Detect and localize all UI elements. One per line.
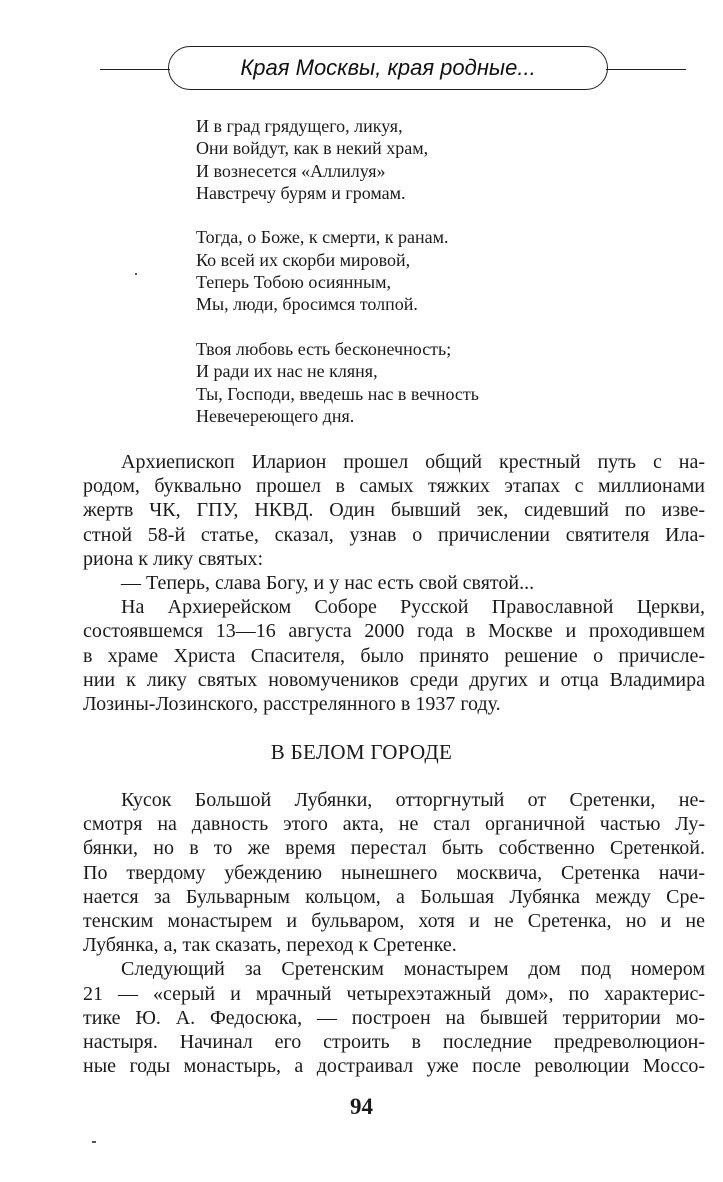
scan-speck (135, 273, 137, 275)
text-line: ные годы монастырь, а достраивал уже после революции Моссо- (83, 1055, 705, 1078)
poem-line: Ко всей их скорби мировой, (196, 249, 411, 270)
text-line: настыря. Начинал его строить в последние предреволюцион- (83, 1030, 705, 1053)
poem-stanza (196, 338, 479, 427)
section1-text (83, 450, 705, 716)
text-line: На Архиерейском Соборе Русской Православной Церкви, (121, 596, 705, 619)
poem-line: И вознесется «Аллилуя» (196, 160, 386, 181)
text-line: в храме Христа Спасителя, было принято решение о причисле- (83, 644, 705, 667)
running-header-text: Края Москвы, края родные... (240, 55, 536, 80)
poem-line: Тогда, о Боже, к смерти, к ранам. (196, 227, 449, 248)
text-line: 21 — «серый и мрачный четырехэтажный дом», по характерис- (83, 982, 705, 1005)
text-line: состоявшемся 13—16 августа 2000 года в Москве и проходившем (83, 620, 705, 643)
text-line: Лозины-Лозинского, расстрелянного в 1937 году. (83, 692, 501, 715)
text-line: риона к лику святых: (83, 547, 264, 570)
poem-line: Теперь Тобою осиянным, (196, 272, 391, 293)
text-line: бянки, но в то же время перестал быть собственно Сретенкой. (83, 837, 705, 860)
poem-line: И в град грядущего, ликуя, (196, 116, 403, 136)
text-line: Архиепископ Иларион прошел общий крестный путь с на- (121, 451, 705, 473)
poem (196, 115, 479, 427)
text-line: смотря на давность этого акта, не стал органичной частью Лу- (83, 813, 705, 836)
scan-speck (92, 1141, 96, 1143)
text-line: нается за Бульварным кольцом, а Большая Лубянка между Сре- (83, 885, 705, 908)
text-line: жертв ЧК, ГПУ, НКВД. Один бывший зек, сидевший по изве- (83, 499, 705, 522)
text-line: Кусок Большой Лубянки, отторгнутый от Сретенки, не- (121, 789, 705, 811)
text-line: родом, буквально прошел в самых тяжких этапах с миллионами (83, 475, 705, 498)
section-heading: В БЕЛОМ ГОРОДЕ (270, 740, 453, 764)
text-line: — Теперь, слава Богу, и у нас есть свой святой... (121, 571, 535, 594)
poem-stanza (196, 226, 479, 315)
poem-line: Навстречу бурям и громам. (196, 182, 406, 203)
section2-text (83, 788, 705, 1078)
poem-line: И ради их нас не кляня, (196, 361, 378, 382)
poem-line: Ты, Господи, введешь нас в вечность (196, 383, 479, 404)
text-line: нии к лику святых новомучеников среди других и отца Владимира (83, 668, 705, 691)
poem-line: Они войдут, как в некий храм, (196, 138, 429, 159)
text-line: Следующий за Сретенским монастырем дом под номером (121, 958, 705, 981)
running-header (168, 46, 608, 90)
page-number: 94 (350, 1094, 373, 1119)
header-rule-left (100, 69, 170, 70)
poem-line: Невечереющего дня. (196, 405, 355, 426)
text-line: По твердому убеждению нынешнего москвича, Сретенка начи- (83, 861, 705, 884)
poem-line: Мы, люди, бросимся толпой. (196, 294, 418, 315)
text-line: тенским монастырем и бульваром, хотя и не Сретенка, но и не (83, 909, 705, 932)
text-line: Лубянка, а, так сказать, переход к Сретенке. (83, 934, 457, 957)
poem-stanza (196, 115, 479, 204)
text-line: стной 58-й статье, сказал, узнав о причислении святителя Ила- (83, 523, 705, 546)
header-rule-right (606, 69, 686, 70)
poem-line: Твоя любовь есть бесконечность; (196, 338, 452, 359)
text-line: тике Ю. А. Федосюка, — построен на бывшей территории мо- (83, 1006, 705, 1029)
